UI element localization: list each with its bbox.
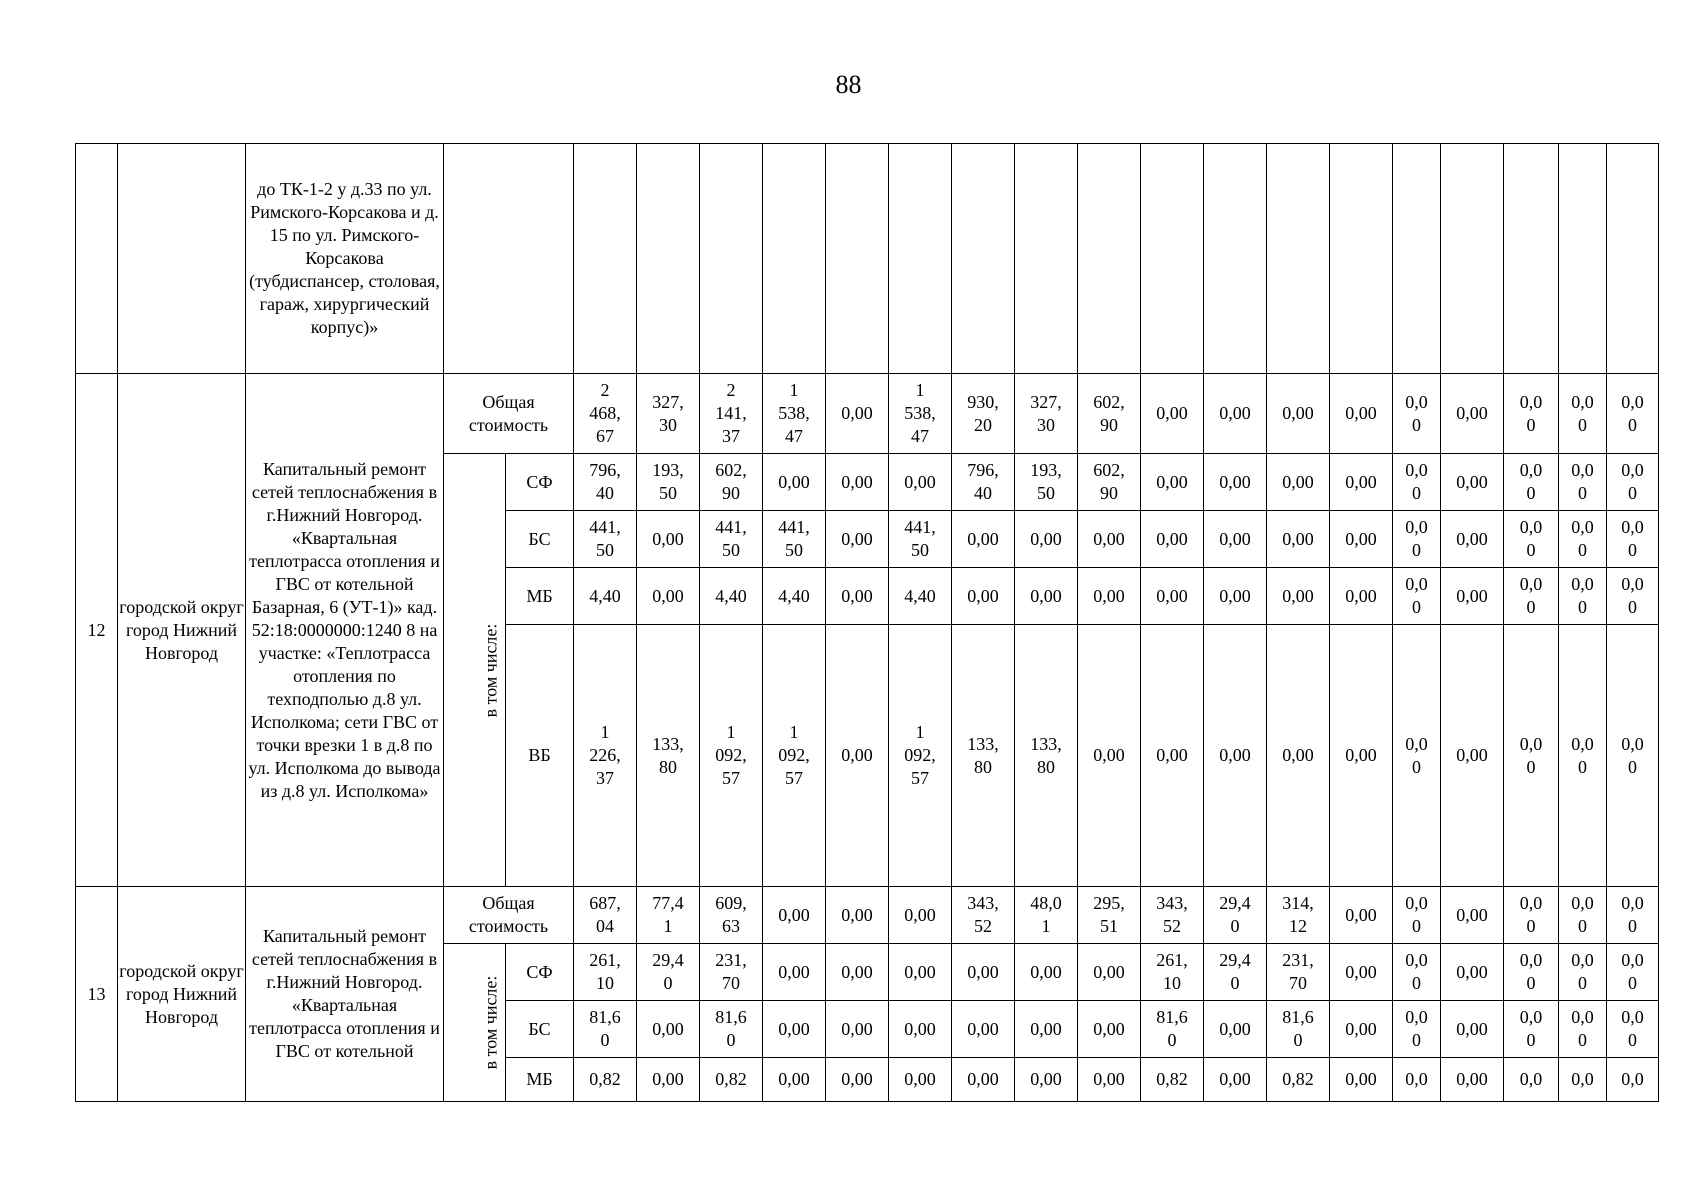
value-cell: 81,6 0 — [1267, 1001, 1330, 1058]
value-cell: 0,0 0 — [1393, 1001, 1441, 1058]
value-cell: 0,0 0 — [1504, 887, 1559, 944]
value-cell: 0,0 0 — [1504, 374, 1559, 454]
value-cell: 1 538, 47 — [889, 374, 952, 454]
value-cell: 4,40 — [763, 568, 826, 625]
value-cell: 0,00 — [1441, 374, 1504, 454]
value-cell: 0,00 — [1267, 511, 1330, 568]
value-cell: 193, 50 — [637, 454, 700, 511]
value-cell: 0,00 — [826, 1058, 889, 1102]
value-cell: 0,00 — [763, 944, 826, 1001]
value-cell: 0,0 — [1504, 1058, 1559, 1102]
value-cell: 0,00 — [763, 1058, 826, 1102]
value-cell: 0,00 — [1267, 454, 1330, 511]
value-cell: 0,00 — [826, 944, 889, 1001]
value-cell: 0,0 — [1559, 1058, 1607, 1102]
value-cell: 0,0 0 — [1607, 374, 1659, 454]
value-cell: 0,0 0 — [1504, 625, 1559, 887]
value-cell: 0,00 — [1330, 454, 1393, 511]
value-cell: 0,0 0 — [1607, 568, 1659, 625]
value-cell: 0,0 0 — [1607, 625, 1659, 887]
value-cell: 0,0 0 — [1393, 568, 1441, 625]
value-cell: 0,00 — [1441, 1058, 1504, 1102]
value-cell: 1 092, 57 — [889, 625, 952, 887]
value-cell: 0,82 — [574, 1058, 637, 1102]
value-cell: 0,00 — [1078, 1058, 1141, 1102]
value-cell: 0,00 — [1267, 568, 1330, 625]
value-cell: 0,00 — [1330, 944, 1393, 1001]
value-cell: 0,00 — [1141, 568, 1204, 625]
value-cell: 0,0 — [1607, 1058, 1659, 1102]
value-cell: 0,0 0 — [1559, 454, 1607, 511]
value-cell: 0,00 — [889, 1058, 952, 1102]
funding-source-label: БС — [506, 511, 574, 568]
value-cell: 29,4 0 — [637, 944, 700, 1001]
value-cell: 0,0 0 — [1393, 625, 1441, 887]
table-body — [76, 144, 1659, 1102]
value-cell: 327, 30 — [637, 374, 700, 454]
value-cell: 0,00 — [1141, 454, 1204, 511]
value-cell: 0,00 — [952, 944, 1015, 1001]
value-cell: 0,0 0 — [1607, 887, 1659, 944]
value-cell: 0,00 — [1441, 887, 1504, 944]
value-cell: 0,00 — [1204, 625, 1267, 887]
page-number: 88 — [835, 70, 862, 99]
value-cell: 0,00 — [952, 1058, 1015, 1102]
total-cost-label: Общая стоимость — [444, 374, 574, 454]
value-cell: 0,00 — [1330, 887, 1393, 944]
value-cell: 1 226, 37 — [574, 625, 637, 887]
value-cell: 0,0 0 — [1504, 454, 1559, 511]
value-cell: 133, 80 — [1015, 625, 1078, 887]
value-cell: 0,00 — [637, 568, 700, 625]
funding-source-label: СФ — [506, 944, 574, 1001]
budget-table — [75, 143, 1659, 1102]
including-label: в том числе: — [480, 623, 501, 717]
table-row — [76, 144, 1659, 374]
value-cell: 0,00 — [1078, 1001, 1141, 1058]
value-cell: 314, 12 — [1267, 887, 1330, 944]
value-cell: 29,4 0 — [1204, 944, 1267, 1001]
empty-cell — [444, 144, 574, 374]
district-cell: городской округ город Нижний Новгород — [118, 887, 246, 1102]
funding-source-label: МБ — [506, 568, 574, 625]
value-cell: 0,00 — [1015, 1001, 1078, 1058]
value-cell: 0,00 — [952, 511, 1015, 568]
value-cell: 77,4 1 — [637, 887, 700, 944]
value-cell: 261, 10 — [1141, 944, 1204, 1001]
value-cell: 0,00 — [1078, 568, 1141, 625]
value-cell: 0,0 0 — [1559, 1001, 1607, 1058]
value-cell: 0,00 — [1330, 625, 1393, 887]
funding-source-label: СФ — [506, 454, 574, 511]
value-cell: 48,0 1 — [1015, 887, 1078, 944]
value-cell: 0,0 0 — [1559, 374, 1607, 454]
value-cell: 0,00 — [1441, 1001, 1504, 1058]
value-cell: 0,00 — [1141, 374, 1204, 454]
value-cell: 0,0 0 — [1559, 887, 1607, 944]
value-cell: 602, 90 — [1078, 454, 1141, 511]
value-cell: 0,0 0 — [1504, 568, 1559, 625]
value-cell: 0,0 0 — [1393, 511, 1441, 568]
value-cell: 29,4 0 — [1204, 887, 1267, 944]
value-cell: 0,0 0 — [1504, 944, 1559, 1001]
object-description: до ТК-1-2 у д.33 по ул. Римского-Корсакова и д. 15 по ул. Римского-Корсакова (тубдиспансер, столовая, гараж, хирургический корпус)» — [246, 144, 444, 374]
value-cell: 0,00 — [1078, 944, 1141, 1001]
value-cell: 2 141, 37 — [700, 374, 763, 454]
value-cell: 81,6 0 — [700, 1001, 763, 1058]
value-cell: 0,0 0 — [1393, 374, 1441, 454]
value-cell: 81,6 0 — [574, 1001, 637, 1058]
value-cell: 0,00 — [763, 887, 826, 944]
value-cell: 0,0 0 — [1393, 944, 1441, 1001]
value-cell: 327, 30 — [1015, 374, 1078, 454]
value-cell: 0,00 — [826, 454, 889, 511]
including-label-cell — [444, 454, 506, 887]
value-cell: 0,00 — [826, 887, 889, 944]
value-cell: 441, 50 — [763, 511, 826, 568]
value-cell: 133, 80 — [637, 625, 700, 887]
value-cell: 0,0 — [1393, 1058, 1441, 1102]
value-cell: 796, 40 — [952, 454, 1015, 511]
value-cell: 0,00 — [952, 568, 1015, 625]
value-cell: 0,0 0 — [1393, 454, 1441, 511]
value-cell: 0,00 — [1330, 1001, 1393, 1058]
value-cell: 0,00 — [637, 511, 700, 568]
value-cell: 0,00 — [826, 625, 889, 887]
value-cell: 0,00 — [1204, 454, 1267, 511]
value-cell: 796, 40 — [574, 454, 637, 511]
value-cell: 0,00 — [1015, 511, 1078, 568]
value-cell: 0,00 — [637, 1001, 700, 1058]
value-cell: 609, 63 — [700, 887, 763, 944]
value-cell: 0,00 — [1015, 568, 1078, 625]
value-cell: 0,00 — [1204, 374, 1267, 454]
object-description: Капитальный ремонт сетей теплоснабжения в г.Нижний Новгород. «Квартальная теплотрасса отопления и ГВС от котельной Базарная, 6 (УТ-1)» кад. 52:18:0000000:1240 8 на участке: «Теплотрасса отопления по техподполью д.8 ул. Исполкома; сети ГВС от точки врезки 1 в д.8 по ул. Исполкома до вывода из д.8 ул. Исполкома» — [246, 374, 444, 887]
value-cell: 441, 50 — [700, 511, 763, 568]
value-cell: 0,0 0 — [1607, 454, 1659, 511]
value-cell: 1 092, 57 — [700, 625, 763, 887]
row-number-cell — [76, 144, 118, 374]
value-cell: 343, 52 — [1141, 887, 1204, 944]
district-cell: городской округ город Нижний Новгород — [118, 374, 246, 887]
value-cell: 261, 10 — [574, 944, 637, 1001]
district-cell — [118, 144, 246, 374]
value-cell: 0,00 — [1330, 374, 1393, 454]
value-cell: 0,00 — [1141, 625, 1204, 887]
including-label: в том числе: — [480, 975, 501, 1070]
value-cell: 0,00 — [889, 887, 952, 944]
value-cell: 0,00 — [889, 454, 952, 511]
value-cell: 0,00 — [1330, 568, 1393, 625]
value-cell: 1 538, 47 — [763, 374, 826, 454]
value-cell: 0,0 0 — [1504, 511, 1559, 568]
value-cell: 0,82 — [700, 1058, 763, 1102]
value-cell: 0,00 — [1204, 511, 1267, 568]
value-cell: 0,00 — [889, 1001, 952, 1058]
value-cell: 930, 20 — [952, 374, 1015, 454]
value-cell: 0,0 0 — [1559, 568, 1607, 625]
value-cell: 0,00 — [1330, 511, 1393, 568]
value-cell: 0,00 — [1015, 944, 1078, 1001]
object-description: Капитальный ремонт сетей теплоснабжения в г.Нижний Новгород. «Квартальная теплотрасса отопления и ГВС от котельной — [246, 887, 444, 1102]
value-cell: 0,0 0 — [1607, 944, 1659, 1001]
value-cell: 0,00 — [952, 1001, 1015, 1058]
value-cell: 133, 80 — [952, 625, 1015, 887]
value-cell: 0,00 — [826, 374, 889, 454]
value-cell: 0,00 — [1204, 1001, 1267, 1058]
table-row — [76, 887, 1659, 944]
value-cell: 0,82 — [1141, 1058, 1204, 1102]
value-cell: 0,00 — [1441, 625, 1504, 887]
value-cell: 0,00 — [763, 1001, 826, 1058]
value-cell: 0,00 — [1204, 568, 1267, 625]
value-cell: 0,82 — [1267, 1058, 1330, 1102]
value-cell: 602, 90 — [700, 454, 763, 511]
value-cell: 4,40 — [700, 568, 763, 625]
value-cell: 0,00 — [1441, 568, 1504, 625]
value-cell: 231, 70 — [700, 944, 763, 1001]
value-cell: 0,00 — [1441, 454, 1504, 511]
value-cell: 0,0 0 — [1607, 1001, 1659, 1058]
value-cell: 0,00 — [1141, 511, 1204, 568]
value-cell: 0,00 — [1330, 1058, 1393, 1102]
value-cell: 295, 51 — [1078, 887, 1141, 944]
value-cell: 0,0 0 — [1607, 511, 1659, 568]
value-cell: 687, 04 — [574, 887, 637, 944]
funding-source-label: БС — [506, 1001, 574, 1058]
value-cell: 0,00 — [889, 944, 952, 1001]
value-cell: 193, 50 — [1015, 454, 1078, 511]
value-cell: 4,40 — [574, 568, 637, 625]
value-cell: 441, 50 — [889, 511, 952, 568]
value-cell: 0,00 — [826, 511, 889, 568]
value-cell: 0,00 — [1078, 511, 1141, 568]
value-cell: 0,0 0 — [1559, 511, 1607, 568]
value-cell: 0,00 — [1015, 1058, 1078, 1102]
total-cost-label: Общая стоимость — [444, 887, 574, 944]
value-cell: 1 092, 57 — [763, 625, 826, 887]
value-cell: 602, 90 — [1078, 374, 1141, 454]
value-cell: 0,0 0 — [1559, 944, 1607, 1001]
including-label-cell — [444, 944, 506, 1102]
value-cell: 0,0 0 — [1559, 625, 1607, 887]
row-number-cell: 12 — [76, 374, 118, 887]
value-cell: 4,40 — [889, 568, 952, 625]
value-cell: 0,00 — [826, 568, 889, 625]
value-cell: 0,0 0 — [1504, 1001, 1559, 1058]
value-cell: 0,00 — [1441, 944, 1504, 1001]
value-cell: 0,0 0 — [1393, 887, 1441, 944]
value-cell: 81,6 0 — [1141, 1001, 1204, 1058]
value-cell: 0,00 — [826, 1001, 889, 1058]
row-number-cell: 13 — [76, 887, 118, 1102]
value-cell: 441, 50 — [574, 511, 637, 568]
value-cell: 0,00 — [1267, 374, 1330, 454]
funding-source-label: МБ — [506, 1058, 574, 1102]
value-cell: 0,00 — [1204, 1058, 1267, 1102]
value-cell: 0,00 — [763, 454, 826, 511]
value-cell: 2 468, 67 — [574, 374, 637, 454]
value-cell: 0,00 — [637, 1058, 700, 1102]
funding-source-label: ВБ — [506, 625, 574, 887]
value-cell: 0,00 — [1078, 625, 1141, 887]
value-cell: 231, 70 — [1267, 944, 1330, 1001]
value-cell: 343, 52 — [952, 887, 1015, 944]
table-row — [76, 374, 1659, 454]
value-cell: 0,00 — [1441, 511, 1504, 568]
value-cell: 0,00 — [1267, 625, 1330, 887]
